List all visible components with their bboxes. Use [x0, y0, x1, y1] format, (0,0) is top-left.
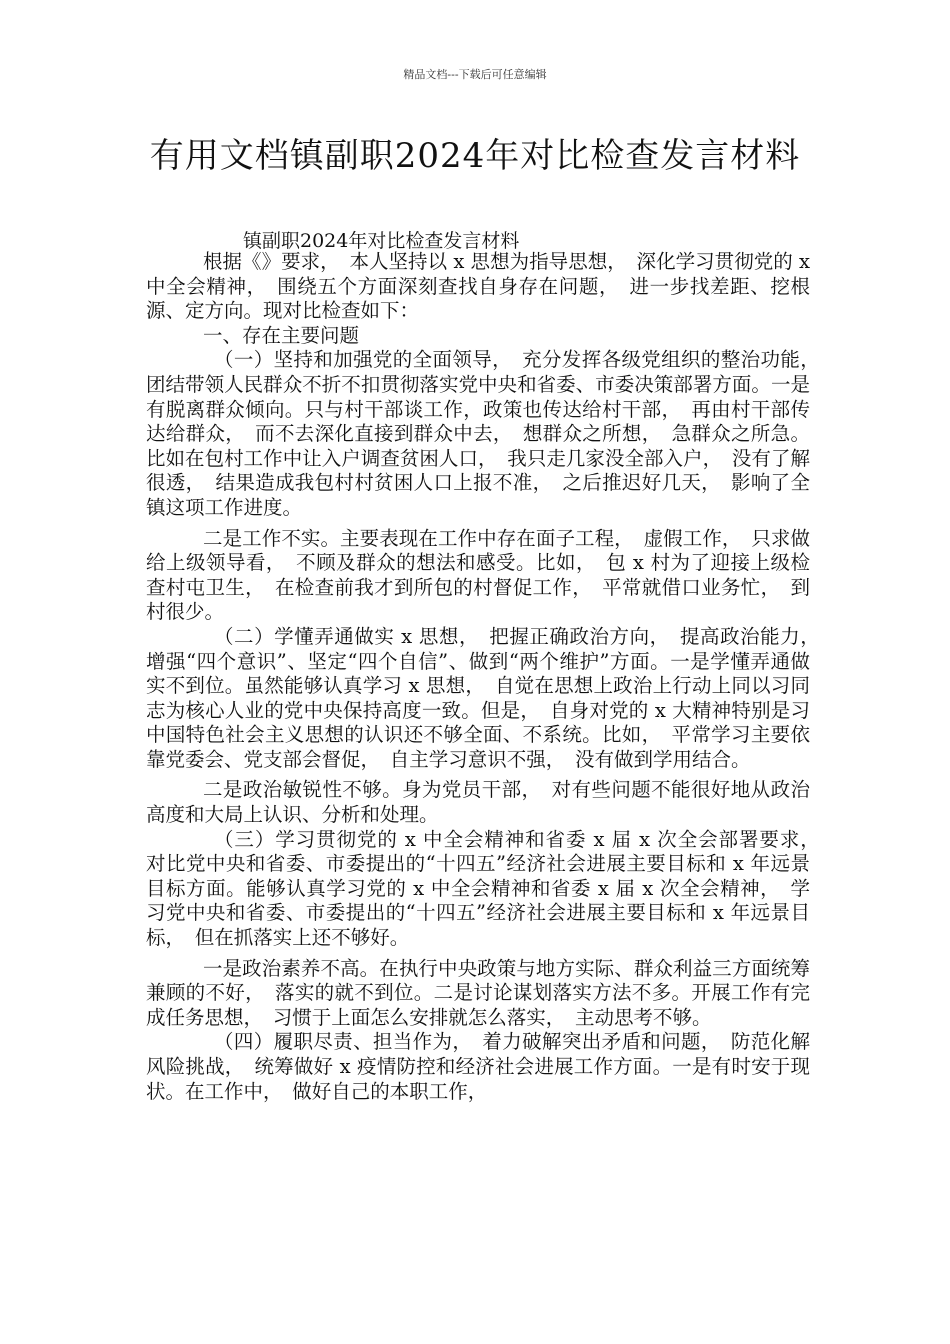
paragraph-item-2-b: 二是政治敏锐性不够。身为党员干部， 对有些问题不能很好地从政治高度和大局上认识、分析和处理。 [146, 778, 810, 827]
paragraph-item-3-b: 一是政治素养不高。在执行中央政策与地方实际、群众利益三方面统筹兼顾的不好， 落实的就不到位。二是讨论谋划落实方法不多。开展工作有完成任务思想， 习惯于上面怎么安排就怎么落实， 主动思考不够。 [146, 956, 810, 1029]
paragraph-item-3: （三）学习贯彻党的 x 中全会精神和省委 x 届 x 次全会部署要求， 对比党中央和省委、市委提出的“十四五”经济社会进展主要目标和 x 年远景目标方面。能够认真学习党的 x 中全会精神和省委 x 届 x 次全会精神， 学习党中央和省委、市委提出的“十四五”经济社会进展主要目标和 x 年远景目标， 但在抓落实上还不够好。 [146, 827, 830, 950]
header-note: 精品文档---下载后可任意编辑 [403, 68, 547, 81]
document-body [146, 250, 830, 1104]
paragraph-item-2: （二）学懂弄通做实 x 思想， 把握正确政治方向， 提高政治能力， 增强“四个意识”、坚定“四个自信”、做到“两个维护”方面。一是学懂弄通做实不到位。虽然能够认真学习 x 思想， 自觉在思想上政治上行动上同以习同志为核心人业的党中央保持高度一致。但是， 自身对党的 x 大精神特别是习中国特色社会主义思想的认识还不够全面、不系统。比如， 平常学习主要依靠党委会、党支部会督促， 自主学习意识不强， 没有做到学用结合。 [146, 624, 830, 771]
document-subtitle: 镇副职2024年对比检查发言材料 [243, 230, 520, 252]
section-heading: 一、存在主要问题 [203, 323, 360, 347]
paragraph-item-1-b: 二是工作不实。主要表现在工作中存在面子工程， 虚假工作， 只求做给上级领导看， 不顾及群众的想法和感受。比如， 包 x 村为了迎接上级检查村屯卫生， 在检查前我才到所包的村督促工作， 平常就借口业务忙， 到村很少。 [146, 526, 810, 624]
document-title: 有用文档镇副职2024年对比检查发言材料 [149, 136, 801, 176]
paragraph-intro: 根据《》要求， 本人坚持以 x 思想为指导思想， 深化学习贯彻党的 x 中全会精神， 围绕五个方面深刻查找自身存在问题， 进一步找差距、挖根源、定方向。现对比检查如下： [146, 250, 810, 323]
paragraph-item-1: （一）坚持和加强党的全面领导， 充分发挥各级党组织的整治功能， 团结带领人民群众不折不扣贯彻落实党中央和省委、市委决策部署方面。一是有脱离群众倾向。只与村干部谈工作，政策也传达给村干部， 再由村干部传达给群众， 而不去深化直接到群众中去， 想群众之所想， 急群众之所急。比如在包村工作中让入户调查贫困人口， 我只走几家没全部入户， 没有了解很透， 结果造成我包村村贫困人口上报不准， 之后推迟好几天， 影响了全镇这项工作进度。 [146, 348, 830, 519]
paragraph-item-4: （四）履职尽责、担当作为， 着力破解突出矛盾和问题， 防范化解风险挑战， 统筹做好 x 疫情防控和经济社会进展工作方面。一是有时安于现状。在工作中， 做好自己的本职工作， [146, 1030, 810, 1103]
